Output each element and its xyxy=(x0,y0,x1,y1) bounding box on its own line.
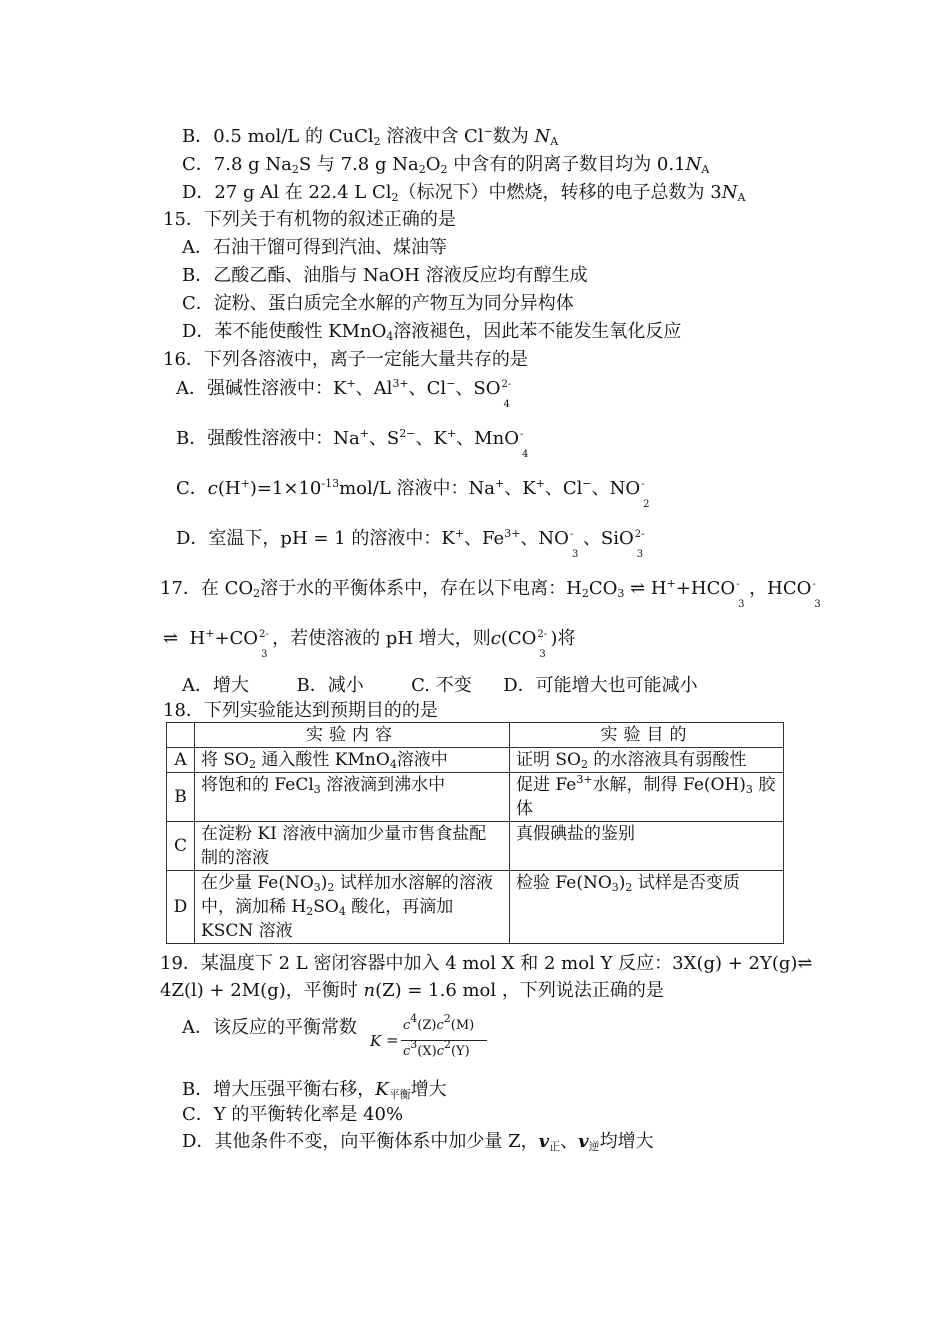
q16-option-a: A．强碱性溶液中：K+、$Al^{3+}$、Cl−、SO 2- 4 xyxy=(176,377,512,410)
q15-option-c: C．淀粉、蛋白质完全水解的产物互为同分异构体 xyxy=(182,293,574,314)
q16-b-prefix: B．强酸性溶液中： xyxy=(176,428,334,449)
q16-option-d: D．室温下，pH = 1 的溶液中：K+、$Fe^{3+}$、NO - 3 、SiO 2- 3 xyxy=(176,527,645,560)
row-label: D xyxy=(167,871,195,944)
row-label: A xyxy=(167,748,195,773)
table-header-content: 实验内容 xyxy=(195,723,510,748)
q17-option-c: C. 不变 xyxy=(411,675,472,696)
q17-option-b: B．减小 xyxy=(296,675,364,696)
q17-end: 将 xyxy=(557,628,576,649)
q14-option-b: B．0.5 mol/L 的 CuCl$_2$ 溶液中含 Cl−数为 $N_A$ xyxy=(182,125,559,148)
q17-mid: ，若使溶液的 pH 增大，则 xyxy=(272,628,491,649)
q16-d-prefix: D．室温下，pH = 1 的溶液中： xyxy=(176,528,442,549)
row-purpose: 证明 $SO_2$ 的水溶液具有弱酸性 xyxy=(510,748,784,773)
q17-options xyxy=(182,675,698,697)
q19-option-c: C．Y 的平衡转化率是 40% xyxy=(182,1104,404,1125)
q19-stem-line1: 19．某温度下 2 L 密闭容器中加入 4 mol X 和 2 mol Y 反应：3X(g) + 2Y(g)⇌ xyxy=(160,953,813,974)
row-purpose: 真假碘盐的鉴别 xyxy=(510,822,784,871)
q19-option-d: D．其他条件不变，向平衡体系中加少量 Z，$v_正$、$v_逆$均增大 xyxy=(182,1131,654,1153)
table-header-row xyxy=(167,723,784,748)
q16-stem: 16．下列各溶液中，离子一定能大量共存的是 xyxy=(163,349,528,370)
table-row xyxy=(167,748,784,773)
table-row xyxy=(167,822,784,871)
row-content: 在淀粉 KI 溶液中滴加少量市售食盐配制的溶液 xyxy=(195,822,510,871)
q16-option-b: B．强酸性溶液中：Na+、$S^{2-}$、K+、MnO - 4 xyxy=(176,427,529,460)
q17-option-d: D．可能增大也可能减小 xyxy=(503,675,698,696)
row-purpose: 促进 $Fe^{3+}$水解，制得 $Fe(OH)_3$ 胶体 xyxy=(510,773,784,822)
table-header-blank xyxy=(167,723,195,748)
q15-option-a: A．石油干馏可得到汽油、煤油等 xyxy=(182,237,447,258)
q19-stem-line2: 4Z(l) + 2M(g)，平衡时 n(Z) = 1.6 mol ，下列说法正确的是 xyxy=(160,980,664,1001)
row-label: B xyxy=(167,773,195,822)
row-content: 在少量 $Fe(NO_3)_2$ 试样加水溶解的溶液中，滴加稀 $H_2SO_4$ 酸化，再滴加 KSCN 溶液 xyxy=(195,871,510,944)
q16-a-prefix: A．强碱性溶液中： xyxy=(176,378,333,399)
q16-c-mid: mol/L 溶液中： xyxy=(339,478,469,499)
q19-option-b: B．增大压强平衡右移，$K_{平衡}$增大 xyxy=(182,1079,447,1101)
table-row xyxy=(167,871,784,944)
row-content: 将饱和的 FeCl$_3$ 溶液滴到沸水中 xyxy=(195,773,510,822)
q18-table xyxy=(166,722,784,944)
q16-c-prefix: C． xyxy=(176,478,208,499)
row-content: 将 $SO_2$ 通入酸性 KMnO$_4$溶液中 xyxy=(195,748,510,773)
q16-option-c: C．$c(H^+)=1\times 10^{-13}mol/L$ 溶液中：Na+、K+、Cl−、NO - 2 xyxy=(176,477,650,510)
q17-stem: 17．在 $CO_2$溶于水的平衡体系中，存在以下电离：$H_2CO_3$ ⇌ H++HCO - 3 ，HCO - 3 xyxy=(160,577,821,610)
q15-option-b: B．乙酸乙酯、油脂与 NaOH 溶液反应均有醇生成 xyxy=(182,265,588,286)
q15-stem: 15．下列关于有机物的叙述正确的是 xyxy=(163,209,456,230)
row-purpose: 检验 $Fe(NO_3)_2$ 试样是否变质 xyxy=(510,871,784,944)
q14-option-c: C．7.8 g $Na_2S$ 与 7.8 g $Na_2O_2$ 中含有的阴离子数目均为 $0.1N_A$ xyxy=(182,154,710,176)
table-header-purpose: 实验目的 xyxy=(510,723,784,748)
q14-option-d: D．27 g Al 在 22.4 L $Cl_2$（标况下）中燃烧，转移的电子总数为 $3N_A$ xyxy=(182,182,746,204)
table-row xyxy=(167,773,784,822)
row-label: C xyxy=(167,822,195,871)
q15-option-d: D．苯不能使酸性 KMnO$_4$溶液褪色，因此苯不能发生氧化反应 xyxy=(182,321,682,343)
q19-option-a: A．该反应的平衡常数 xyxy=(182,1017,357,1038)
q17-option-a: A．增大 xyxy=(182,675,249,696)
q17-stem-cont: ⇌ H++CO 2- 3 ，若使溶液的 pH 增大，则c(CO 2- 3 )将 xyxy=(163,627,576,660)
q18-stem: 18．下列实验能达到预期目的的是 xyxy=(163,700,438,721)
